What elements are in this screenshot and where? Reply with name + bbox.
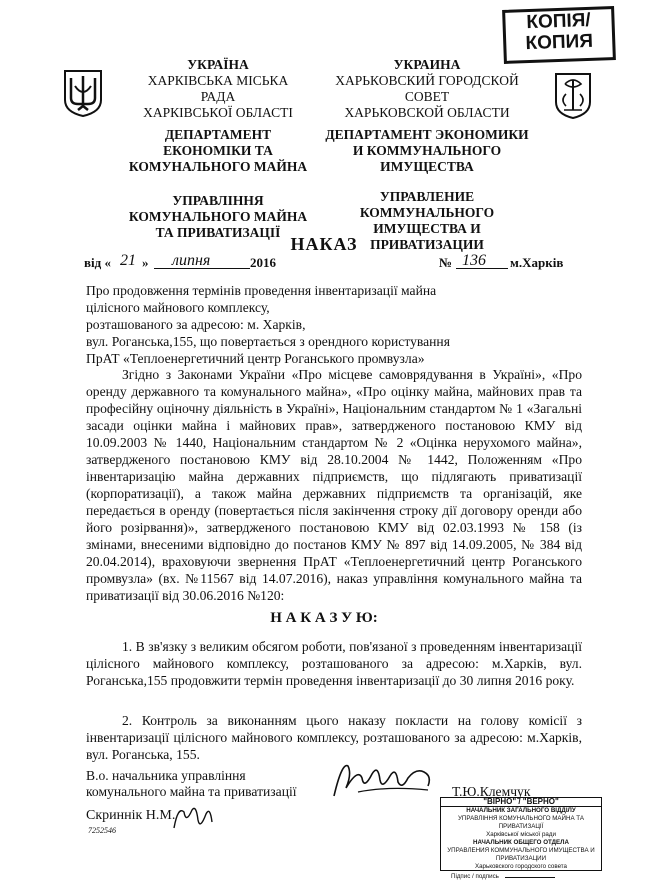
order-item-2: 2. Контроль за виконанням цього наказу покласти на голову комісії з інвентаризації цілісного майнового комплексу, розташованого за адресою: м.Харків, вул. Роганська, 155. (86, 713, 582, 762)
subject-line-3: розташованого за адресою: м. Харків, (86, 317, 306, 332)
header-ua-dept-l2: ЕКОНОМІКИ ТА (163, 143, 273, 158)
header-ru-country: УКРАИНА (393, 57, 461, 72)
date-day-close: » (142, 255, 149, 270)
order-city: м.Харків (510, 255, 564, 270)
header-ua-dept-l1: ДЕПАРТАМЕНТ (164, 127, 272, 142)
copy-stamp (502, 6, 616, 64)
subject-line-5: ПрАТ «Теплоенергетичний центр Роганського промвузла» (86, 351, 425, 366)
kharkiv-coat-of-arms-icon (554, 72, 592, 120)
header-ru-dept-l3: ИМУЩЕСТВА (380, 159, 474, 174)
document-title: НАКАЗ (290, 234, 358, 254)
header-ru-office-l4: ПРИВАТИЗАЦИИ (370, 237, 484, 252)
header-ukrainian (118, 57, 318, 241)
verno-line-2: УПРАВЛІННЯ КОМУНАЛЬНОГО МАЙНА ТА ПРИВАТИЗАЦІЇ (457, 815, 585, 830)
header-ru-dept-l2: И КОММУНАЛЬНОГО (352, 143, 502, 158)
header-ua-council-l1: ХАРКІВСЬКА МІСЬКА (147, 73, 289, 88)
executor-initials-icon (170, 802, 216, 836)
signatory-position-l2: комунального майна та приватизації (86, 784, 297, 799)
header-ru-council-l2: СОВЕТ (404, 89, 450, 104)
date-day: 21 (120, 252, 136, 269)
order-subject (86, 282, 586, 367)
date-from-label: від « (84, 255, 111, 270)
verno-line-1: НАЧАЛЬНИК ЗАГАЛЬНОГО ВІДДІЛУ (466, 807, 576, 814)
verno-sign-row (441, 873, 601, 881)
order-heading: Н А К А З У Ю: (270, 610, 378, 626)
trident-emblem-icon (62, 68, 104, 118)
executor-phone: 7252546 (88, 826, 116, 835)
header-ru-office-l3: ИМУЩЕСТВА И (373, 221, 481, 236)
copy-stamp-line1: КОПІЯ/ (526, 9, 592, 34)
date-month: липня (172, 252, 211, 269)
header-ru-council-l1: ХАРЬКОВСКИЙ ГОРОДСКОЙ (335, 73, 519, 88)
header-ua-region: ХАРКІВСЬКОЇ ОБЛАСТІ (143, 105, 293, 120)
header-ua-office-l3: ТА ПРИВАТИЗАЦІЇ (155, 225, 281, 240)
header-ua-council-l2: РАДА (200, 89, 236, 104)
verno-line-4: НАЧАЛЬНИК ОБЩЕГО ОТДЕЛА (473, 839, 569, 846)
verno-line-5: УПРАВЛЕНИЯ КОММУНАЛЬНОГО ИМУЩЕСТВА И ПРИВАТИЗАЦИИ (447, 847, 595, 862)
header-russian (318, 57, 536, 253)
verno-line-3: Харківської міської ради (486, 831, 556, 838)
date-number-line (84, 252, 604, 273)
verno-sign-underline (505, 877, 555, 878)
header-ru-office-l2: КОММУНАЛЬНОГО (359, 205, 495, 220)
order-number-label: № (439, 255, 453, 270)
copy-stamp-line2: КОПИЯ (525, 30, 594, 55)
subject-line-4: вул. Роганська,155, що повертається з орендного користування (86, 334, 450, 349)
header-ru-dept-l1: ДЕПАРТАМЕНТ ЭКОНОМИКИ (325, 127, 529, 142)
signatory-position (86, 768, 297, 800)
verno-line-6: Харьковского городского совета (474, 863, 568, 870)
signatory-position-l1: В.о. начальника управління (86, 768, 246, 783)
handwritten-signature-icon (328, 756, 438, 804)
order-number: 136 (462, 252, 486, 269)
verno-stamp (440, 797, 602, 880)
date-month-underline (154, 268, 250, 269)
executor-name: Скриннік Н.М. (86, 808, 176, 823)
header-ua-country: УКРАЇНА (187, 57, 249, 72)
header-ua-office-l1: УПРАВЛІННЯ (172, 193, 264, 208)
header-ua-dept-l3: КОМУНАЛЬНОГО МАЙНА (128, 159, 308, 174)
header-ru-office-l1: УПРАВЛЕНИЕ (379, 189, 475, 204)
verno-sign-label: Підпис / подпись (451, 873, 499, 880)
subject-line-2: цілісного майнового комплексу, (86, 300, 270, 315)
order-number-underline (456, 268, 508, 269)
order-item-1: 1. В зв'язку з великим обсягом роботи, пов'язаної з проведенням інвентаризації цілісного майнового комплексу, розташованого за адресою: м.Харків, вул. Роганська,155 продовжити термін проведення інвентаризації до 30 липня 2016 року. (86, 639, 582, 688)
signatory-name: Т.Ю.Клемчук (452, 784, 531, 799)
date-year: 2016 (250, 255, 276, 270)
subject-line-1: Про продовження термінів проведення інвентаризації майна (86, 283, 437, 298)
header-ua-office-l2: КОМУНАЛЬНОГО МАЙНА (128, 209, 308, 224)
verno-title: "ВІРНО" / "ВЕРНО" (441, 798, 601, 807)
preamble-paragraph: Згідно з Законами України «Про місцеве самоврядування в Україні», «Про оренду державного та комунального майна», «Про оцінку майна, майнових прав та професійну оціночну діяльність в Україні», Національним стандартом № 1 «Загальні засади оцінки майна і майнових прав», затвердженого постановою КМУ від 10.09.2003 № 1440, Національним стандартом № 2 «Оцінка нерухомого майна», затвердженого постановою КМУ від 28.10.2004 № 1442, Положенням «Про інвентаризацію майна державних підприємств, що підлягають приватизації (корпоратизації), а також майна державних підприємств та організацій, яке передається в оренду (повертається після закінчення строку дії договору оренди або його розірвання)», затвердженого постановою КМУ від 02.03.1993 № 158 (із змінами, внесеними відповідно до постанов КМУ № 897 від 14.09.2005, № 384 від 20.04.2014), враховуючи звернення ПрАТ «Теплоенергетичний центр Роганського промвузла» (вх. №11567 від 14.07.2016), наказ управління комунального майна та приватизації від 30.06.2016 №120: (86, 367, 582, 603)
header-ru-region: ХАРЬКОВСКОЙ ОБЛАСТИ (344, 105, 510, 120)
